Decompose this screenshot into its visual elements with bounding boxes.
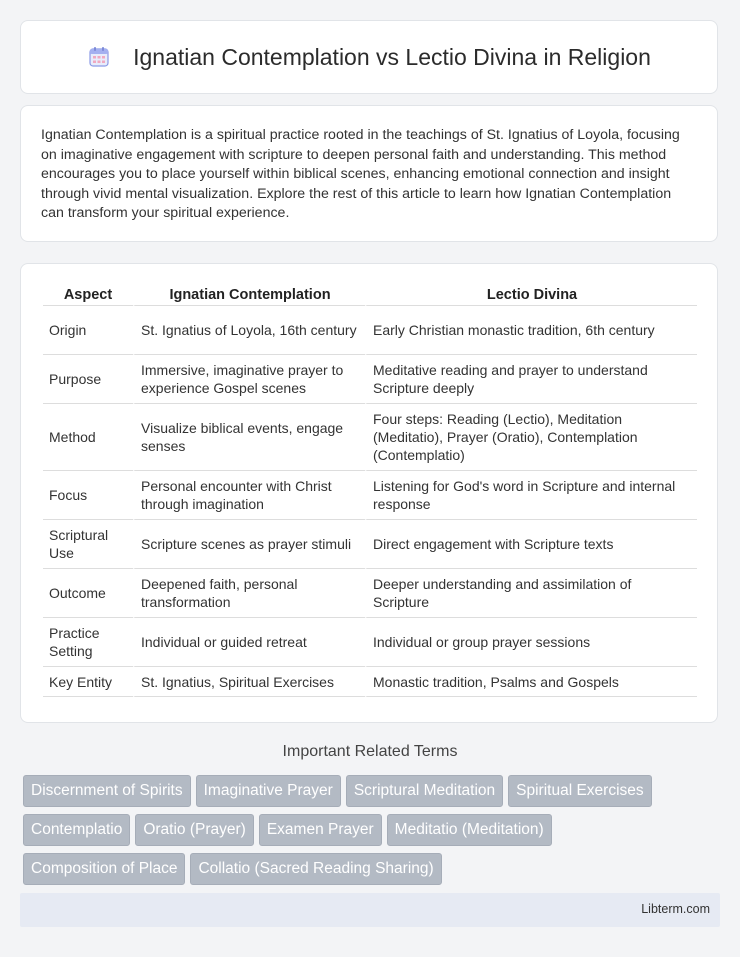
- table-row: [43, 569, 697, 618]
- table-row: [43, 471, 697, 520]
- row-ignatian: Visualize biblical events, engage senses: [133, 404, 365, 471]
- row-lectio: Listening for God's word in Scripture and internal response: [365, 471, 697, 520]
- table-row: [43, 404, 697, 471]
- table-row: [43, 667, 697, 697]
- row-ignatian: Deepened faith, personal transformation: [133, 569, 365, 618]
- tag-composition-of-place[interactable]: Composition of Place: [23, 853, 185, 885]
- table-row: [43, 306, 697, 355]
- tag-oratio[interactable]: Oratio (Prayer): [135, 814, 254, 846]
- intro-text: Ignatian Contemplation is a spiritual practice rooted in the teachings of St. Ignatius of Loyola, focusing on imaginative engagement with scripture to deepen personal faith and understanding. This method encourages you to place yourself within biblical scenes, enhancing emotional connection and insight through vivid mental visualization. Explore the rest of this article to learn how Ignatian Contemplation can transform your spiritual experience.: [41, 127, 680, 222]
- row-ignatian: St. Ignatius of Loyola, 16th century: [133, 306, 365, 355]
- tag-spiritual-exercises[interactable]: Spiritual Exercises: [508, 775, 652, 807]
- table-row: [43, 618, 697, 667]
- row-lectio: Individual or group prayer sessions: [365, 618, 697, 667]
- row-aspect: Practice Setting: [43, 618, 133, 667]
- tag-scriptural-meditation[interactable]: Scriptural Meditation: [346, 775, 503, 807]
- row-ignatian: Personal encounter with Christ through imagination: [133, 471, 365, 520]
- comparison-table: [43, 284, 697, 697]
- tag-contemplatio[interactable]: Contemplatio: [23, 814, 130, 846]
- header-ignatian: Ignatian Contemplation: [133, 284, 365, 306]
- row-aspect: Origin: [43, 306, 133, 355]
- row-aspect: Focus: [43, 471, 133, 520]
- related-terms-title: Important Related Terms: [282, 743, 458, 760]
- row-lectio: Monastic tradition, Psalms and Gospels: [365, 667, 697, 697]
- row-ignatian: Individual or guided retreat: [133, 618, 365, 667]
- comparison-card: [20, 263, 718, 723]
- footer-site-link[interactable]: Libterm.com: [641, 902, 710, 916]
- intro-card: [20, 105, 718, 242]
- row-lectio: Four steps: Reading (Lectio), Meditation (Meditatio), Prayer (Oratio), Contemplation (Contemplatio): [365, 404, 697, 471]
- row-lectio: Deeper understanding and assimilation of Scripture: [365, 569, 697, 618]
- tag-discernment-of-spirits[interactable]: Discernment of Spirits: [23, 775, 191, 807]
- row-lectio: Direct engagement with Scripture texts: [365, 520, 697, 569]
- page-title: Ignatian Contemplation vs Lectio Divina in Religion: [133, 43, 651, 70]
- related-terms-tags: [23, 775, 723, 892]
- tag-examen-prayer[interactable]: Examen Prayer: [259, 814, 382, 846]
- footer: [20, 893, 720, 927]
- calendar-icon: [87, 45, 111, 69]
- row-aspect: Method: [43, 404, 133, 471]
- header-card: [20, 20, 718, 94]
- row-lectio: Meditative reading and prayer to understand Scripture deeply: [365, 355, 697, 404]
- row-ignatian: Scripture scenes as prayer stimuli: [133, 520, 365, 569]
- header-aspect: Aspect: [43, 284, 133, 306]
- tag-collatio[interactable]: Collatio (Sacred Reading Sharing): [190, 853, 441, 885]
- row-lectio: Early Christian monastic tradition, 6th century: [365, 306, 697, 355]
- tag-meditatio[interactable]: Meditatio (Meditation): [387, 814, 552, 846]
- row-aspect: Key Entity: [43, 667, 133, 697]
- tag-imaginative-prayer[interactable]: Imaginative Prayer: [196, 775, 341, 807]
- row-ignatian: St. Ignatius, Spiritual Exercises: [133, 667, 365, 697]
- row-aspect: Outcome: [43, 569, 133, 618]
- row-ignatian: Immersive, imaginative prayer to experience Gospel scenes: [133, 355, 365, 404]
- row-aspect: Purpose: [43, 355, 133, 404]
- row-aspect: Scriptural Use: [43, 520, 133, 569]
- table-row: [43, 520, 697, 569]
- table-row: [43, 355, 697, 404]
- header-lectio: Lectio Divina: [365, 284, 697, 306]
